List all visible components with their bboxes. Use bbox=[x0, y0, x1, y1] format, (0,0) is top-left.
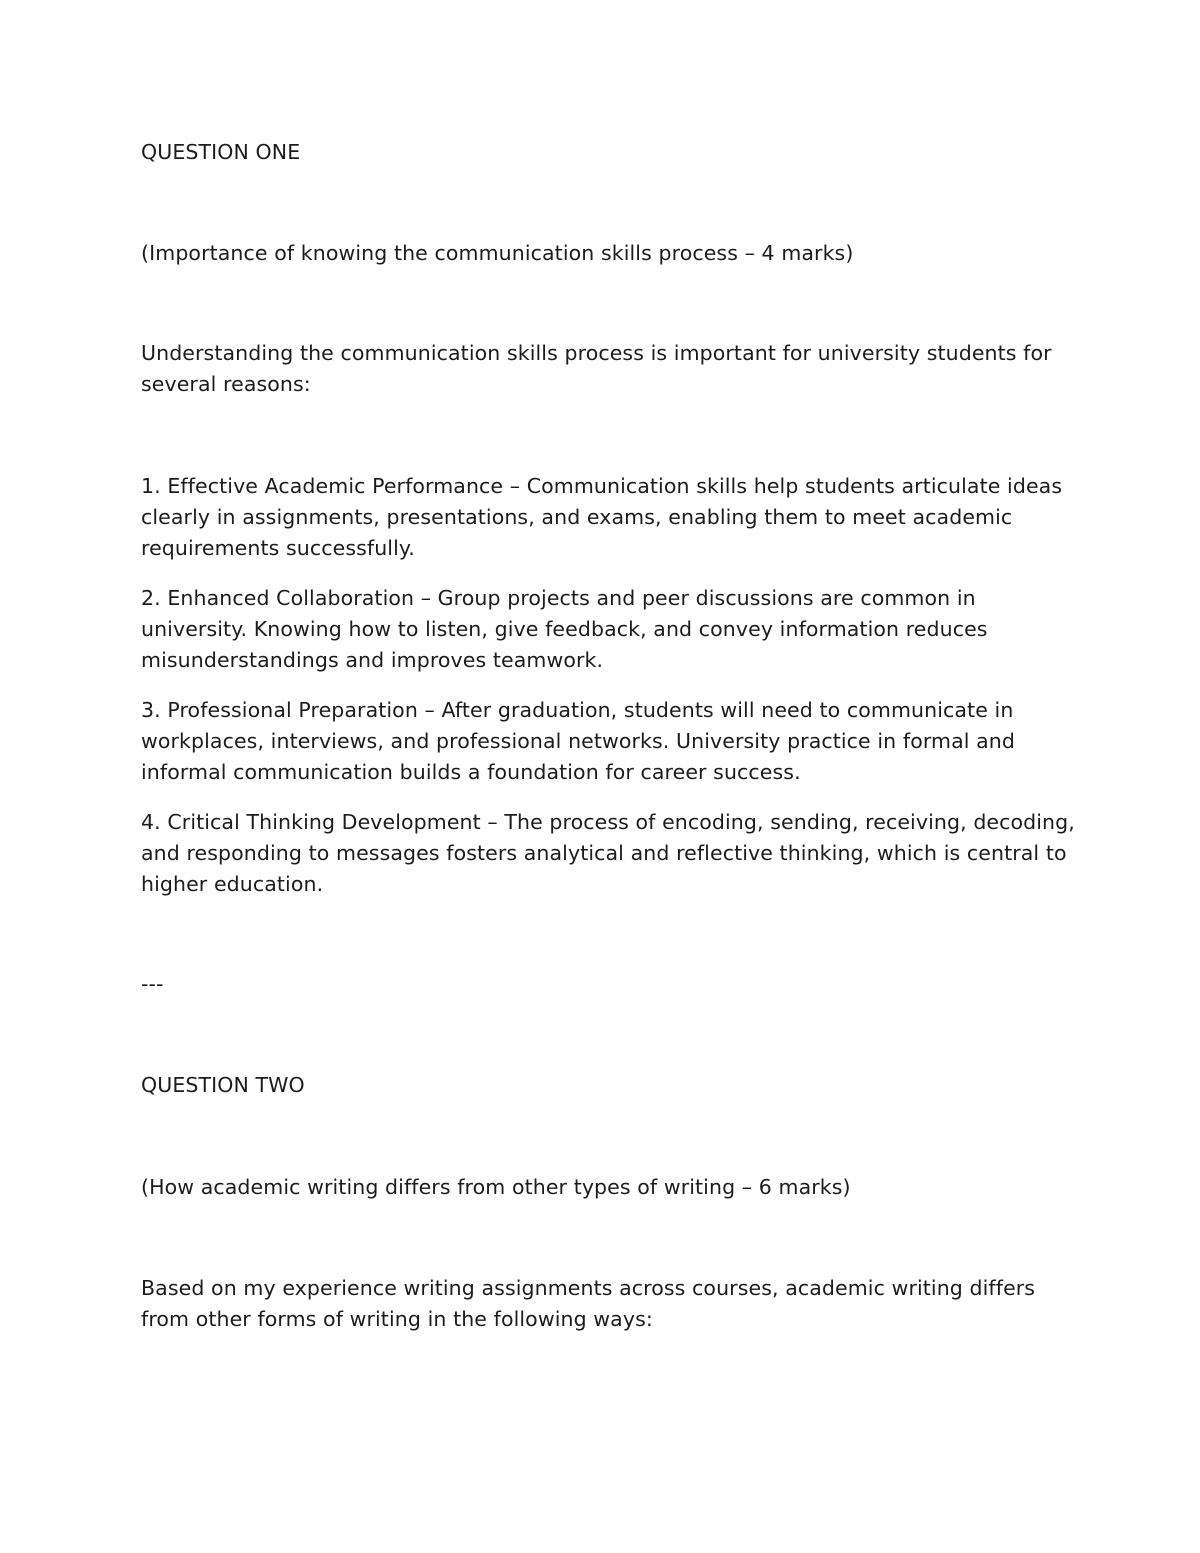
question-one-item-2: 2. Enhanced Collaboration – Group projects and peer discussions are common in university. Knowing how to listen, give feedback, and convey information reduces misunderstandings and improves teamwork. bbox=[141, 586, 988, 672]
question-two-intro: Based on my experience writing assignments across courses, academic writing differs from other forms of writing in the following ways: bbox=[141, 1276, 1036, 1331]
question-one-intro: Understanding the communication skills process is important for university students for several reasons: bbox=[141, 341, 1052, 396]
question-two-heading: QUESTION TWO bbox=[141, 1073, 305, 1097]
question-one-item-3: 3. Professional Preparation – After graduation, students will need to communicate in workplaces, interviews, and professional networks. University practice in formal and informal communication builds a foundation for career success. bbox=[141, 698, 1016, 784]
question-one-subtitle: (Importance of knowing the communication skills process – 4 marks) bbox=[141, 241, 854, 265]
question-one-heading: QUESTION ONE bbox=[141, 140, 301, 164]
question-two-subtitle: (How academic writing differs from other types of writing – 6 marks) bbox=[141, 1175, 851, 1199]
question-one-item-4: 4. Critical Thinking Development – The process of encoding, sending, receiving, decoding, and responding to messages fosters analytical and reflective thinking, which is central to higher education. bbox=[141, 810, 1075, 896]
section-separator: --- bbox=[141, 972, 164, 996]
question-one-item-1: 1. Effective Academic Performance – Communication skills help students articulate ideas clearly in assignments, presentations, and exams, enabling them to meet academic requirements successfully. bbox=[141, 474, 1063, 560]
